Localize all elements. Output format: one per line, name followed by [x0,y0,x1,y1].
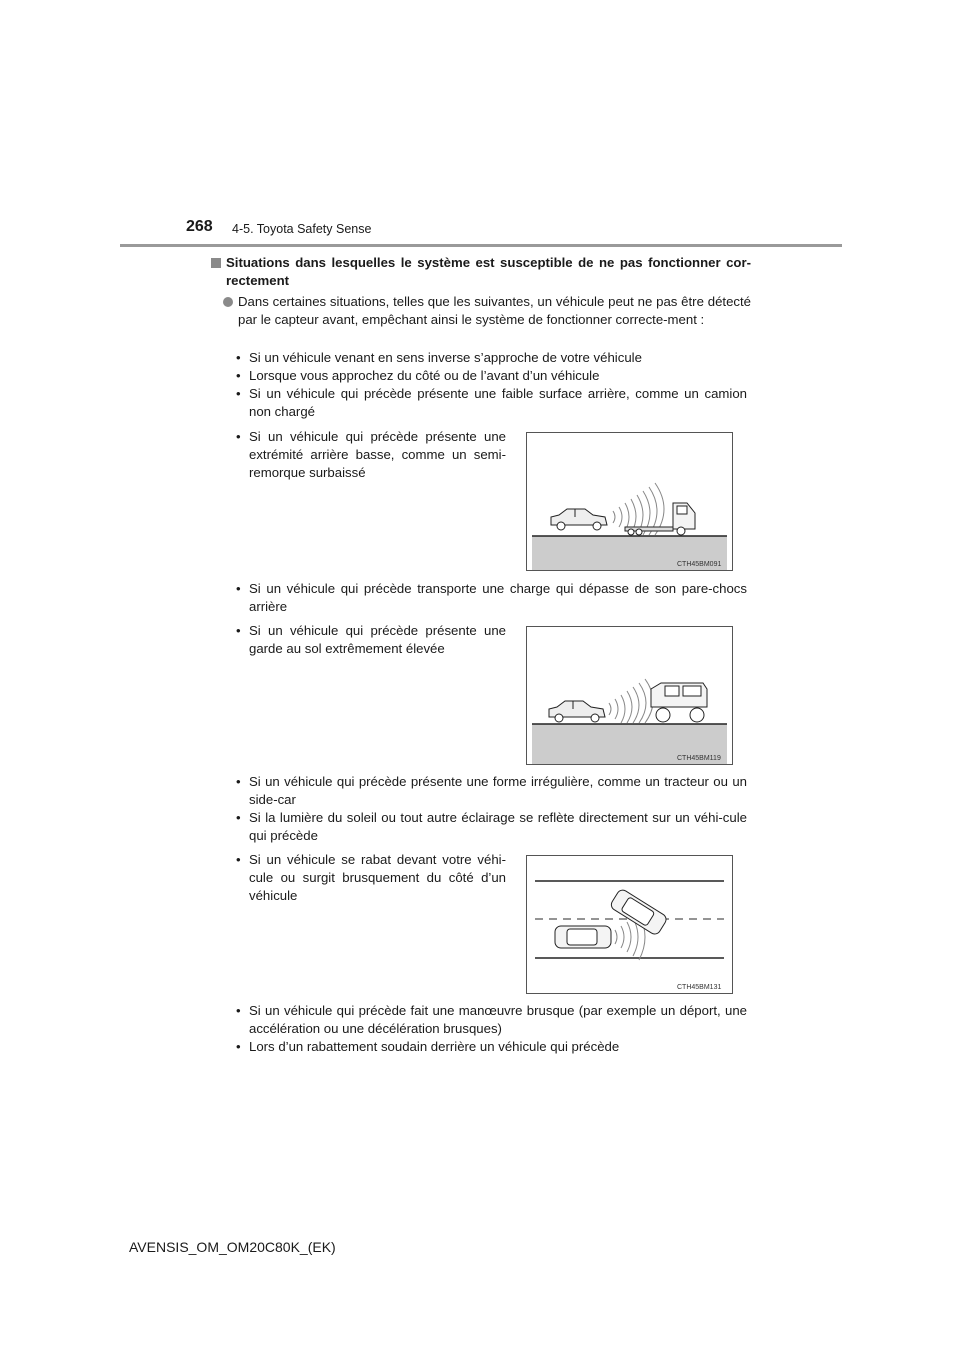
header-rule [120,244,842,247]
list-item: • Si un véhicule qui précède présente une forme irrégulière, comme un tracteur ou un side-car [236,773,747,809]
high-clearance-illustration [527,627,732,764]
list-item: • Si un véhicule qui précède transporte une charge qui dépasse de son pare-chocs arrière [236,580,747,616]
page-number: 268 [186,218,213,235]
list-item: • Si un véhicule qui précède présente une extrémité arrière basse, comme un semi-remorque surbaissé [236,428,506,482]
situations-heading [211,254,751,290]
bullet-list-1 [236,349,747,421]
list-item: • Lors d’un rabattement soudain derrière un véhicule qui précède [236,1038,747,1056]
list-item: • Si un véhicule qui précède présente une garde au sol extrêmement élevée [236,622,506,658]
heading-text: Situations dans lesquelles le système est susceptible de ne pas fonctionner cor-rectement [226,255,751,288]
list-item: • Si un véhicule se rabat devant votre véhi-cule ou surgit brusquement du côté d’un véhicule [236,851,506,905]
bullet-list-3 [236,773,747,845]
footer-code: AVENSIS_OM_OM20C80K_(EK) [129,1239,336,1255]
cut-in-illustration [527,856,732,993]
figure-low-rear-trailer [526,432,733,571]
intro-text: Dans certaines situations, telles que les suivantes, un véhicule peut ne pas être détecté par le capteur avant, empêchant ainsi le système de fonctionner correcte-ment : [238,294,751,327]
section-title: 4-5. Toyota Safety Sense [232,222,372,236]
figure-cut-in [526,855,733,994]
figure-3-caption-list [236,851,506,905]
list-item: • Si la lumière du soleil ou tout autre éclairage se reflète directement sur un véhi-cule qui précède [236,809,747,845]
circle-bullet-icon [223,297,233,307]
list-item: • Si un véhicule qui précède présente une faible surface arrière, comme un camion non chargé [236,385,747,421]
list-item: • Si un véhicule qui précède fait une manœuvre brusque (par exemple un déport, une accélération ou une décélération brusques) [236,1002,747,1038]
figure-1-caption-list [236,428,506,482]
figure-2-caption-list [236,622,506,658]
bullet-list-4 [236,1002,747,1056]
intro-paragraph [223,293,751,329]
trailer-illustration [527,433,732,570]
list-item: • Lorsque vous approchez du côté ou de l’avant d’un véhicule [236,367,747,385]
square-bullet-icon [211,258,221,268]
bullet-list-2 [236,580,747,616]
figure-high-clearance [526,626,733,765]
figure-code: CTH45BM119 [677,755,721,762]
figure-code: CTH45BM091 [677,561,722,568]
list-item: • Si un véhicule venant en sens inverse s’approche de votre véhicule [236,349,747,367]
figure-code: CTH45BM131 [677,984,722,991]
